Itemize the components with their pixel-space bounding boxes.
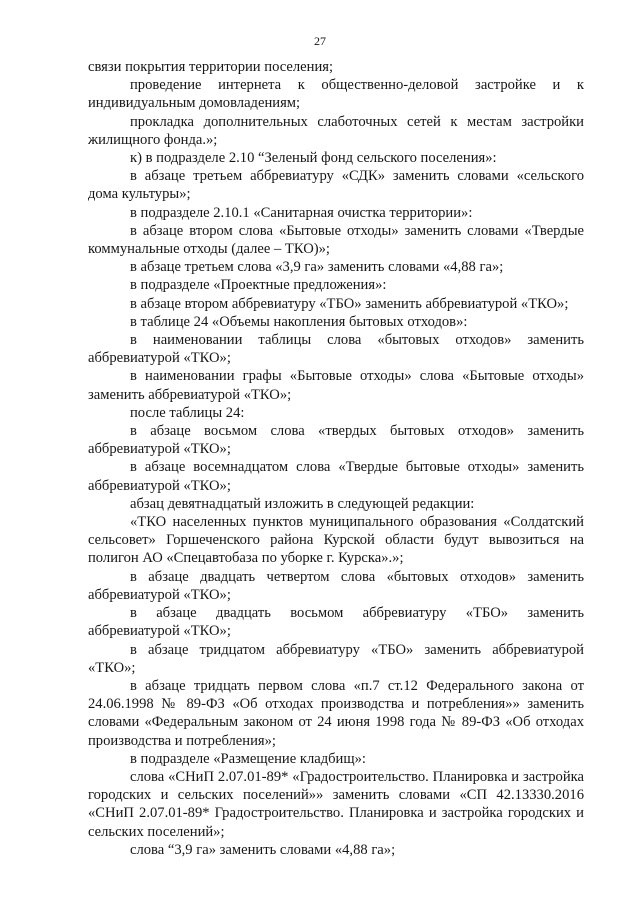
paragraph: к) в подразделе 2.10 “Зеленый фонд сельского поселения»: (130, 150, 497, 167)
paragraph: слова “3,9 га» заменить словами «4,88 га»; (130, 841, 396, 858)
paragraph: в абзаце двадцать восьмом аббревиатуру «ТБО» заменить аббревиатурой «ТКО»; (88, 605, 584, 640)
paragraph: связи покрытия территории поселения; (88, 59, 334, 75)
paragraph: в абзаце восьмом слова «твердых бытовых отходов» заменить аббревиатурой «ТКО»; (88, 423, 584, 458)
paragraph: в абзаце втором слова «Бытовые отходы» заменить словами «Твердые коммунальные отходы (далее – ТКО)»; (88, 222, 584, 258)
paragraph: в абзаце втором аббревиатуру «ТБО» заменить аббревиатурой «ТКО»; (130, 295, 569, 312)
paragraph: абзац девятнадцатый изложить в следующей редакции: (130, 495, 475, 512)
document-body (88, 58, 584, 859)
paragraph: прокладка дополнительных слаботочных сетей к местам застройки жилищного фонда.»; (88, 113, 584, 148)
paragraph: в подразделе 2.10.1 «Санитарная очистка территории»: (130, 204, 473, 221)
paragraph: в подразделе «Размещение кладбищ»: (130, 750, 366, 767)
paragraph: в наименовании графы «Бытовые отходы» слова «Бытовые отходы» заменить аббревиатурой «ТКО»; (88, 368, 584, 403)
paragraph: слова «СНиП 2.07.01-89* «Градостроительство. Планировка и застройка городских и сельских поселений»» заменить словами «СП 42.13330.2016 «СНиП 2.07.01-89* Градостроительство. Планировка и застройка городских и сельских поселений»; (88, 768, 584, 840)
paragraph: в абзаце восемнадцатом слова «Твердые бытовые отходы» заменить аббревиатурой «ТКО»; (88, 459, 584, 494)
paragraph: в абзаце третьем аббревиатуру «СДК» заменить словами «сельского дома культуры»; (88, 168, 584, 203)
paragraph: проведение интернета к общественно-деловой застройке и к индивидуальным домовладениям; (88, 77, 584, 112)
paragraph: в таблице 24 «Объемы накопления бытовых отходов»: (130, 313, 468, 330)
paragraph: в подразделе «Проектные предложения»: (130, 277, 387, 294)
page-number: 27 (314, 34, 326, 48)
paragraph: в наименовании таблицы слова «бытовых отходов» заменить аббревиатурой «ТКО»; (88, 332, 584, 367)
paragraph: в абзаце третьем слова «3,9 га» заменить словами «4,88 га»; (130, 259, 504, 276)
paragraph: в абзаце тридцатом аббревиатуру «ТБО» заменить аббревиатурой «ТКО»; (88, 641, 584, 676)
paragraph: в абзаце двадцать четвертом слова «бытовых отходов» заменить аббревиатурой «ТКО»; (88, 568, 584, 603)
paragraph: «ТКО населенных пунктов муниципального образования «Солдатский сельсовет» Горшеченского района Курской области будут вывозиться на полигон АО «Спецавтобаза по уборке г. Курска».»; (88, 514, 584, 567)
paragraph: после таблицы 24: (130, 404, 245, 421)
paragraph: в абзаце тридцать первом слова «п.7 ст.12 Федерального закона от 24.06.1998 № 89-ФЗ «Об отходах производства и потребления»» заменить словами «Федеральным законом от 24 июня 1998 года № 89-ФЗ «Об отходах производства и потребления»; (88, 677, 584, 749)
